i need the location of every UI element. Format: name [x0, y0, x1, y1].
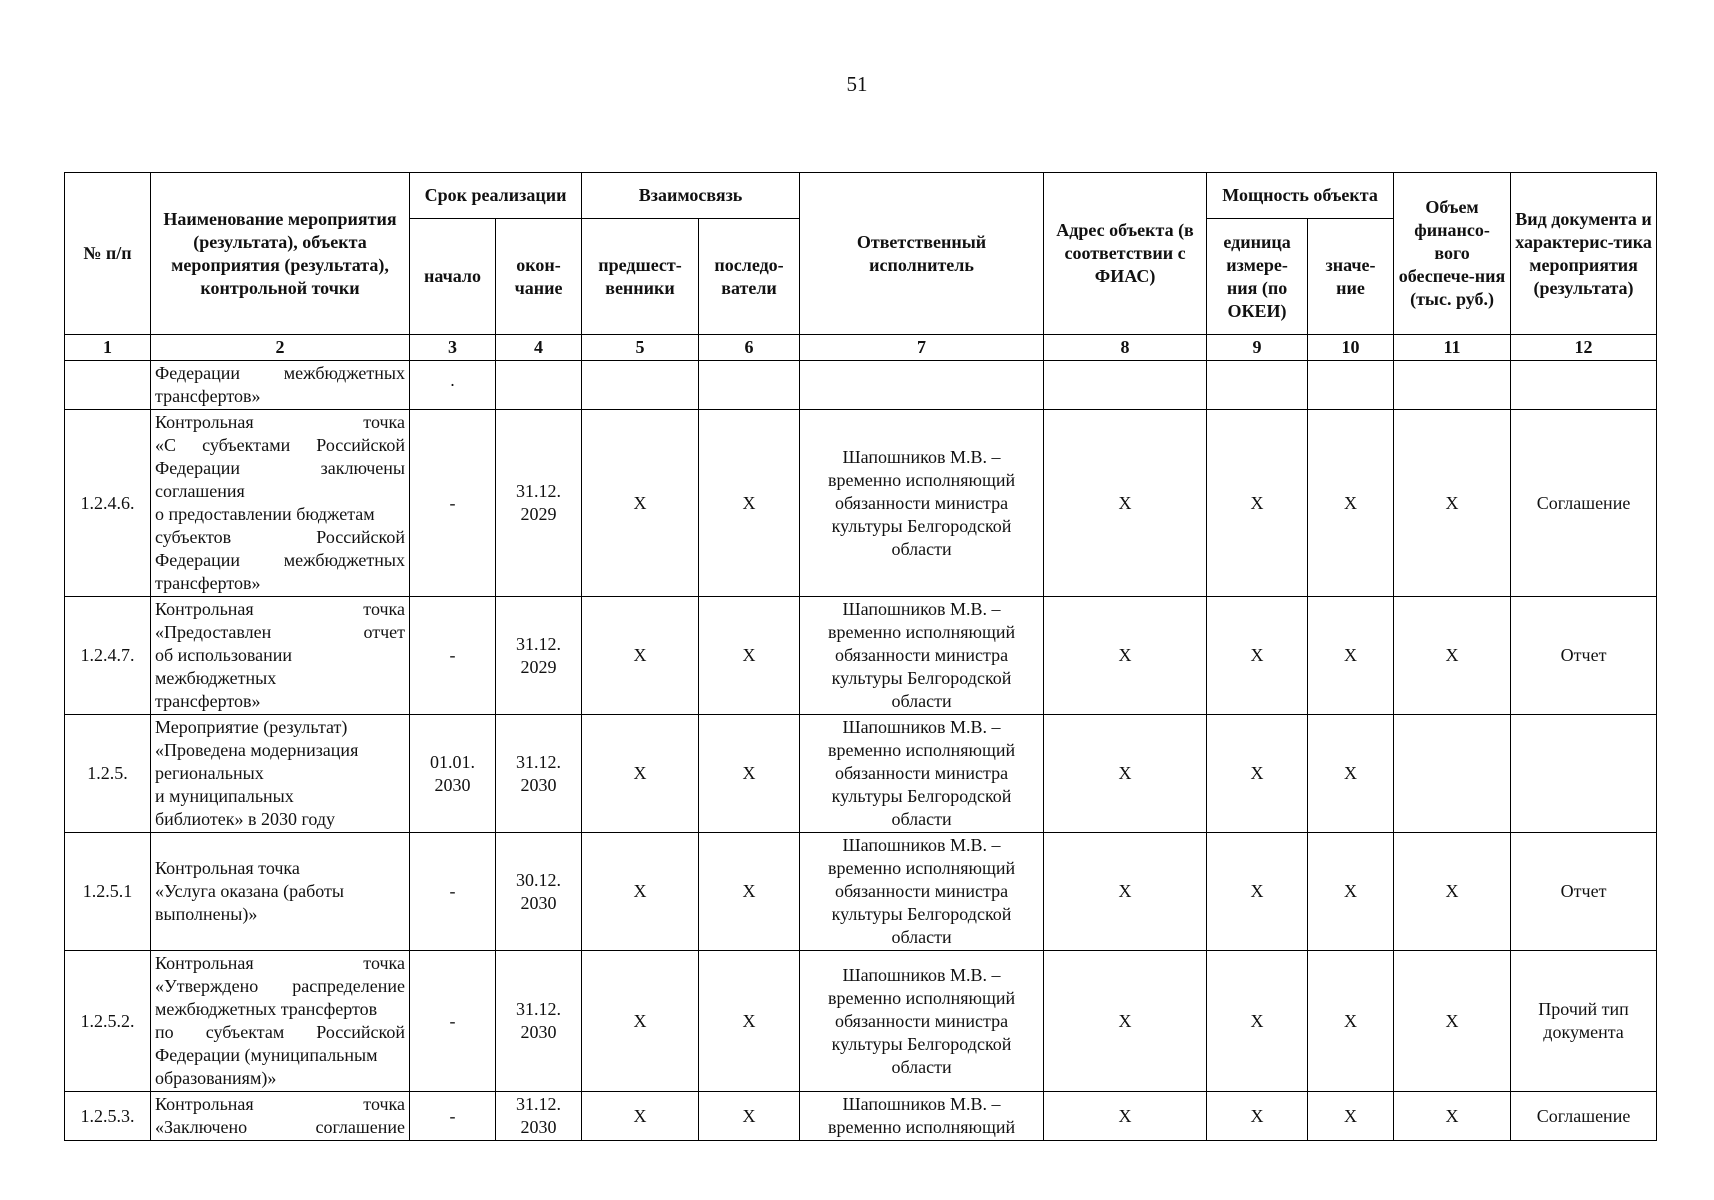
header-link-prev: предшест-венники — [582, 219, 699, 335]
row-value — [1308, 361, 1394, 410]
header-funding: Объем финансо-вого обеспече-ния (тыс. руб.) — [1394, 173, 1511, 335]
header-capacity-value: значе-ние — [1308, 219, 1394, 335]
row-successors — [699, 361, 800, 410]
row-predecessors — [582, 361, 699, 410]
row-end-line: 31.12. — [516, 751, 561, 772]
row-name-line: «Услуга оказана (работы — [155, 881, 344, 901]
row-name-line: Федерации заключены — [155, 458, 405, 478]
row-number — [65, 361, 151, 410]
row-end-line: 2029 — [520, 504, 557, 524]
header-link-next: последо-ватели — [699, 219, 800, 335]
column-number: 8 — [1044, 335, 1207, 361]
row-start: - — [410, 597, 496, 715]
row-predecessors: X — [582, 597, 699, 715]
row-executor-line: обязанности министра — [834, 1010, 1009, 1031]
row-address: X — [1044, 715, 1207, 833]
row-funding: X — [1394, 951, 1511, 1092]
row-executor — [800, 833, 1044, 951]
row-name-line: Федерации межбюджетных — [155, 550, 405, 570]
row-end — [496, 1092, 582, 1141]
column-number: 5 — [582, 335, 699, 361]
column-number: 11 — [1394, 335, 1511, 361]
row-number: 1.2.4.6. — [65, 410, 151, 597]
row-doc-type — [1511, 361, 1657, 410]
row-successors: X — [699, 951, 800, 1092]
row-executor-line: временно исполняющий — [827, 1117, 1016, 1137]
row-doc-type — [1511, 715, 1657, 833]
table-row — [65, 715, 1657, 833]
row-doc-type-line: документа — [1543, 1022, 1624, 1042]
header-capacity-group: Мощность объекта — [1207, 173, 1394, 219]
row-executor-line: временно исполняющий — [827, 987, 1016, 1008]
row-start: - — [410, 833, 496, 951]
row-start: - — [410, 951, 496, 1092]
row-unit — [1207, 361, 1308, 410]
row-end-line: 2030 — [520, 892, 557, 913]
row-doc-type — [1511, 951, 1657, 1092]
row-name-line: Контрольная точка — [155, 858, 300, 878]
page-number: 51 — [846, 72, 868, 96]
row-name-line: трансфертов» — [155, 573, 261, 593]
row-executor-line: обязанности министра — [834, 492, 1009, 513]
row-executor-line: культуры Белгородской — [831, 668, 1012, 688]
column-number: 1 — [65, 335, 151, 361]
table-row — [65, 597, 1657, 715]
header-num: № п/п — [65, 173, 151, 335]
row-name-line: «Проведена модернизация — [155, 740, 359, 760]
row-name-line: и муниципальных — [155, 786, 294, 806]
row-executor-line: временно исполняющий — [827, 469, 1016, 490]
row-end-line: 30.12. — [516, 869, 561, 890]
row-start: · — [410, 361, 496, 410]
row-start — [410, 715, 496, 833]
row-name-line: Федерации (муниципальным — [155, 1045, 378, 1065]
row-name-line: межбюджетных трансфертов — [155, 999, 378, 1019]
row-funding: X — [1394, 410, 1511, 597]
header-term-start: начало — [410, 219, 496, 335]
row-doc-type: Отчет — [1511, 597, 1657, 715]
row-executor — [800, 1092, 1044, 1141]
row-name — [151, 597, 410, 715]
row-name-line: Мероприятие (результат) — [155, 717, 348, 737]
column-number: 9 — [1207, 335, 1308, 361]
table-row — [65, 410, 1657, 597]
column-number: 6 — [699, 335, 800, 361]
row-name-line: Контрольная точка — [155, 412, 405, 432]
row-unit: X — [1207, 833, 1308, 951]
row-executor — [800, 410, 1044, 597]
row-name-line: «Заключено соглашение — [155, 1117, 405, 1137]
row-end-line: 2029 — [520, 656, 557, 677]
row-name-line: соглашения — [155, 481, 245, 501]
row-funding: X — [1394, 1092, 1511, 1141]
row-executor-line: обязанности министра — [834, 881, 1009, 901]
row-unit: X — [1207, 1092, 1308, 1141]
row-name-line: образованиям)» — [155, 1068, 277, 1088]
row-executor-line: временно исполняющий — [827, 622, 1016, 642]
row-successors: X — [699, 1092, 800, 1141]
row-successors: X — [699, 410, 800, 597]
row-name-line: субъектов Российской — [155, 527, 405, 547]
header-doc-type: Вид документа и характерис-тика мероприятия (результата) — [1511, 173, 1657, 335]
header-name: Наименование мероприятия (результата), объекта мероприятия (результата), контрольной точки — [151, 173, 410, 335]
row-predecessors: X — [582, 833, 699, 951]
row-value: X — [1308, 597, 1394, 715]
row-successors: X — [699, 833, 800, 951]
row-name — [151, 951, 410, 1092]
row-executor — [800, 597, 1044, 715]
row-name-line: Федерации межбюджетных — [155, 363, 405, 383]
header-address: Адрес объекта (в соответствии с ФИАС) — [1044, 173, 1207, 335]
row-name-line: межбюджетных — [155, 668, 277, 688]
column-number-row — [65, 335, 1657, 361]
row-predecessors: X — [582, 951, 699, 1092]
row-name-line: «Утверждено распределение — [155, 976, 405, 996]
row-value: X — [1308, 410, 1394, 597]
row-unit: X — [1207, 715, 1308, 833]
row-number: 1.2.5.2. — [65, 951, 151, 1092]
row-end — [496, 951, 582, 1092]
row-name-line: региональных — [155, 763, 264, 783]
row-name-line: по субъектам Российской — [155, 1022, 405, 1042]
row-unit: X — [1207, 410, 1308, 597]
row-executor-line: области — [891, 538, 952, 559]
row-funding — [1394, 715, 1511, 833]
row-unit: X — [1207, 951, 1308, 1092]
row-name-line: трансфертов» — [155, 691, 261, 711]
row-end — [496, 715, 582, 833]
column-number: 3 — [410, 335, 496, 361]
row-name — [151, 361, 410, 410]
row-executor-line: временно исполняющий — [827, 740, 1016, 760]
row-predecessors: X — [582, 715, 699, 833]
row-address — [1044, 361, 1207, 410]
row-executor-line: культуры Белгородской — [831, 515, 1012, 536]
table-row — [65, 951, 1657, 1092]
table-row — [65, 1092, 1657, 1141]
row-name-line: библиотек» в 2030 году — [155, 809, 336, 829]
row-address: X — [1044, 410, 1207, 597]
row-name-line: Контрольная точка — [155, 1094, 405, 1114]
row-name-line: «Предоставлен отчет — [155, 622, 405, 642]
header-term-group: Срок реализации — [410, 173, 582, 219]
row-start: - — [410, 1092, 496, 1141]
row-predecessors: X — [582, 410, 699, 597]
row-name-line: трансфертов» — [155, 386, 261, 406]
row-address: X — [1044, 951, 1207, 1092]
table-row — [65, 361, 1657, 410]
row-name — [151, 715, 410, 833]
row-number: 1.2.5.1 — [65, 833, 151, 951]
row-doc-type: Отчет — [1511, 833, 1657, 951]
row-value: X — [1308, 833, 1394, 951]
row-end-line: 2030 — [520, 1117, 557, 1137]
row-name-line: о предоставлении бюджетам — [155, 504, 375, 524]
row-end — [496, 361, 582, 410]
row-funding — [1394, 361, 1511, 410]
row-executor-line: области — [891, 809, 952, 829]
row-executor-line: Шапошников М.В. – — [842, 1094, 1001, 1114]
row-value: X — [1308, 715, 1394, 833]
row-number: 1.2.5. — [65, 715, 151, 833]
row-executor-line: культуры Белгородской — [831, 904, 1012, 924]
row-name-line: Контрольная точка — [155, 599, 405, 619]
row-executor-line: Шапошников М.В. – — [842, 835, 1001, 855]
column-number: 7 — [800, 335, 1044, 361]
row-end-line: 2030 — [520, 774, 557, 795]
plan-table — [64, 172, 1657, 1141]
row-value: X — [1308, 951, 1394, 1092]
header-executor: Ответственный исполнитель — [800, 173, 1044, 335]
row-executor-line: культуры Белгородской — [831, 1033, 1012, 1054]
row-name-line: Контрольная точка — [155, 953, 405, 973]
row-funding: X — [1394, 597, 1511, 715]
row-address: X — [1044, 1092, 1207, 1141]
row-unit: X — [1207, 597, 1308, 715]
row-end-line: 2030 — [520, 1022, 557, 1042]
row-executor-line: области — [891, 927, 952, 947]
row-address: X — [1044, 833, 1207, 951]
row-doc-type: Соглашение — [1511, 1092, 1657, 1141]
row-executor-line: области — [891, 1056, 952, 1077]
row-name-line: выполнены)» — [155, 904, 258, 924]
row-name — [151, 833, 410, 951]
row-end-line: 31.12. — [516, 999, 561, 1019]
row-executor-line: культуры Белгородской — [831, 786, 1012, 806]
row-end — [496, 410, 582, 597]
row-name-line: «С субъектами Российской — [155, 435, 405, 455]
row-name — [151, 1092, 410, 1141]
row-funding: X — [1394, 833, 1511, 951]
row-executor — [800, 951, 1044, 1092]
row-doc-type: Соглашение — [1511, 410, 1657, 597]
row-successors: X — [699, 597, 800, 715]
header-term-end: окон-чание — [496, 219, 582, 335]
row-end-line: 31.12. — [516, 481, 561, 501]
row-number: 1.2.5.3. — [65, 1092, 151, 1141]
row-start: - — [410, 410, 496, 597]
header-link-group: Взаимосвязь — [582, 173, 800, 219]
row-address: X — [1044, 597, 1207, 715]
table-body — [65, 361, 1657, 1141]
row-executor — [800, 715, 1044, 833]
table-row — [65, 833, 1657, 951]
row-number: 1.2.4.7. — [65, 597, 151, 715]
column-number: 2 — [151, 335, 410, 361]
column-number: 12 — [1511, 335, 1657, 361]
row-name-line: об использовании — [155, 645, 293, 665]
row-doc-type-line: Прочий тип — [1538, 999, 1629, 1019]
row-executor-line: временно исполняющий — [827, 858, 1016, 878]
row-end — [496, 833, 582, 951]
row-executor-line: обязанности министра — [834, 763, 1009, 783]
row-name — [151, 410, 410, 597]
column-number: 10 — [1308, 335, 1394, 361]
column-number: 4 — [496, 335, 582, 361]
row-end — [496, 597, 582, 715]
row-executor-line: Шапошников М.В. – — [842, 717, 1001, 737]
row-executor — [800, 361, 1044, 410]
row-value: X — [1308, 1092, 1394, 1141]
row-executor-line: Шапошников М.В. – — [842, 446, 1001, 467]
row-start-line: 2030 — [434, 774, 471, 795]
row-executor-line: области — [891, 691, 952, 711]
row-predecessors: X — [582, 1092, 699, 1141]
row-executor-line: обязанности министра — [834, 645, 1009, 665]
row-executor-line: Шапошников М.В. – — [842, 964, 1001, 985]
row-successors: X — [699, 715, 800, 833]
row-start-line: 01.01. — [430, 751, 475, 772]
row-executor-line: Шапошников М.В. – — [842, 599, 1001, 619]
row-end-line: 31.12. — [516, 1094, 561, 1114]
row-end-line: 31.12. — [516, 633, 561, 654]
header-capacity-unit: единица измере-ния (по ОКЕИ) — [1207, 219, 1308, 335]
